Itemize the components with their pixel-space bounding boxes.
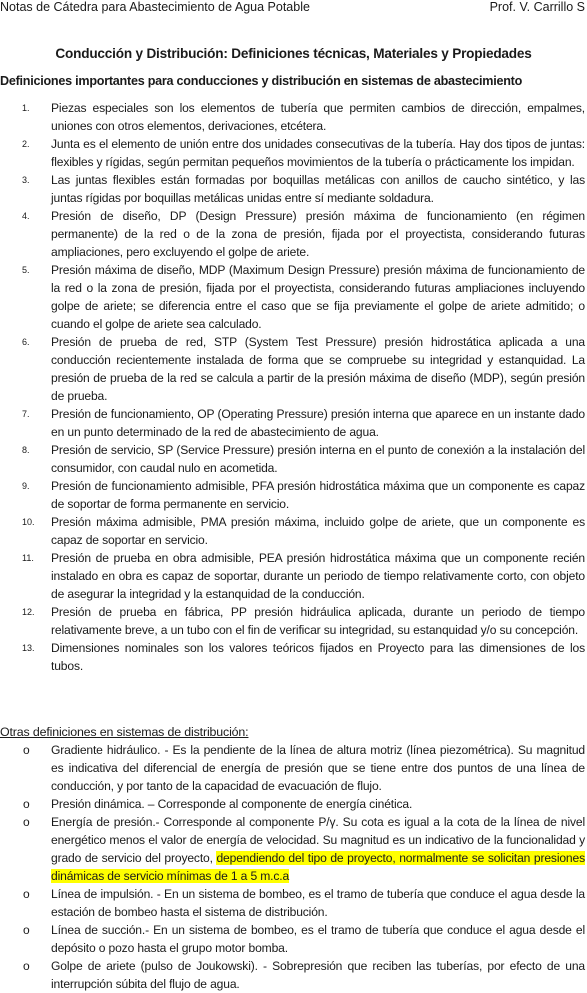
list-item [0,741,587,795]
item-number: 3. [22,175,30,185]
bullet-marker: o [23,797,30,811]
item-text: Presión de diseño, DP (Design Pressure) presión máxima de funcionamiento (en régimen permanente) de la red o de la zona de presión, fijada por el proyectista, considerando futuras ampliaciones, pero excluyendo el golpe de ariete. [51,209,585,259]
highlighted-text: dependiendo del tipo de proyecto, normalmente se solicitan presiones dinámicas de servicio mínimas de 1 a 5 m.c.a [51,851,585,883]
item-number: 7. [22,409,30,419]
header-course-title: Notas de Cátedra para Abastecimiento de Agua Potable [0,0,310,14]
bullet-marker: o [23,959,30,973]
section-subtitle: Definiciones importantes para conducciones y distribución en sistemas de abastecimiento [0,74,523,88]
item-text: Dimensiones nominales son los valores teóricos fijados en Proyecto para las dimensiones de los tubos. [51,641,585,673]
list-item [0,333,587,405]
other-definitions-heading: Otras definiciones en sistemas de distribución: [0,725,249,739]
list-item [0,957,587,993]
item-number: 5. [22,265,30,275]
item-text: Presión de servicio, SP (Service Pressure) presión interna en el punto de conexión a la instalación del consumidor, con caudal nulo en acometida. [51,443,585,475]
list-item [0,885,587,921]
list-item [0,549,587,603]
item-text: Presión de funcionamiento admisible, PFA presión hidrostática máxima que un componente es capaz de soportar de forma permanente en servicio. [51,479,585,511]
item-text: Junta es el elemento de unión entre dos unidades consecutivas de la tubería. Hay dos tipos de juntas: flexibles y rígidas, según permitan pequeños movimientos de la tubería o prácticamente los impidan. [51,137,585,169]
item-text: Presión dinámica. – Corresponde al componente de energía cinética. [51,797,413,811]
list-item [0,795,587,813]
item-text: Línea de impulsión. - En un sistema de bombeo, es el tramo de tubería que conduce el agua desde la estación de bombeo hasta el sistema de distribución. [51,887,585,919]
item-text: Presión de funcionamiento, OP (Operating Pressure) presión interna que aparece en un instante dado en un punto determinado de la red de abastecimiento de agua. [51,407,585,439]
other-definitions-list [0,741,587,993]
bullet-marker: o [23,887,30,901]
item-text: Presión de prueba en fábrica, PP presión hidráulica aplicada, durante un periodo de tiempo relativamente breve, a un tubo con el fin de verificar su integridad, su estanquidad y/o su concepción. [51,605,585,637]
list-item [0,441,587,477]
list-item [0,99,587,135]
list-item [0,405,587,441]
document-title: Conducción y Distribución: Definiciones técnicas, Materiales y Propiedades [55,46,532,61]
list-item [0,513,587,549]
header-author: Prof. V. Carrillo S [489,0,585,14]
item-number: 11. [22,553,34,563]
list-item [0,639,587,675]
bullet-marker: o [23,923,30,937]
list-item [0,171,587,207]
list-item [0,603,587,639]
item-text: Golpe de ariete (pulso de Joukowski). - Sobrepresión que reciben las tuberías, por efecto de una interrupción súbita del flujo de agua. [51,959,585,991]
item-text: Presión máxima de diseño, MDP (Maximum Design Pressure) presión máxima de funcionamiento de la red o la zona de presión, fijada por el proyectista, considerando futuras ampliaciones incluyendo golpe de ariete; se diferencia entre el caso que se fija previamente el golpe de ariete admitido; o cuando el golpe de ariete sea calculado. [51,263,585,331]
item-number: 9. [22,481,30,491]
list-item [0,135,587,171]
item-text: Presión de prueba en obra admisible, PEA presión hidrostática máxima que un componente recién instalado en obra es capaz de soportar, durante un periodo de tiempo relativamente corto, con objeto de asegurar la integridad y la estanquidad de la conducción. [51,551,585,601]
bullet-marker: o [23,743,30,757]
item-text: Gradiente hidráulico. - Es la pendiente de la línea de altura motriz (línea piezométrica). Su magnitud es indicativa del diferencial de energía de presión que se tiene entre dos puntos de una línea de conducción, y por tanto de la capacidad de evacuación de flujo. [51,743,585,793]
item-number: 8. [22,445,30,455]
item-text: Energía de presión.- Corresponde al componente P/γ. Su cota es igual a la cota de la línea de nivel energético menos el valor de energía de velocidad. Su magnitud es un indicativo de la funcionalidad y grado de servicio del proyecto, [51,815,585,865]
list-item [0,477,587,513]
item-number: 4. [22,211,30,221]
bullet-marker: o [23,815,30,829]
page-header [0,0,587,16]
item-text: Piezas especiales son los elementos de tubería que permiten cambios de dirección, empalmes, uniones con otros elementos, derivaciones, etcétera. [51,101,585,133]
item-number: 12. [22,607,35,617]
item-number: 13. [22,643,35,653]
item-text: Línea de succión.- En un sistema de bombeo, es el tramo de tubería que conduce el agua desde el depósito o pozo hasta el grupo motor bomba. [51,923,585,955]
item-number: 1. [22,103,30,113]
list-item [0,207,587,261]
item-number: 2. [22,139,30,149]
item-text: Presión máxima admisible, PMA presión máxima, incluido golpe de ariete, que un componente es capaz de soportar en servicio. [51,515,585,547]
item-text: Presión de prueba de red, STP (System Test Pressure) presión hidrostática aplicada a una conducción recientemente instalada de forma que se compruebe su integridad y estanquidad. La presión de prueba de la red se calcula a partir de la presión máxima de diseño (MDP), según presión de prueba. [51,335,585,403]
list-item [0,261,587,333]
definitions-list [0,99,587,675]
list-item [0,921,587,957]
list-item [0,813,587,885]
item-number: 6. [22,337,30,347]
item-text: Las juntas flexibles están formadas por boquillas metálicas con anillos de caucho sintético, y las juntas rígidas por boquillas metálicas unidas entre sí mediante soldadura. [51,173,585,205]
item-number: 10. [22,517,35,527]
